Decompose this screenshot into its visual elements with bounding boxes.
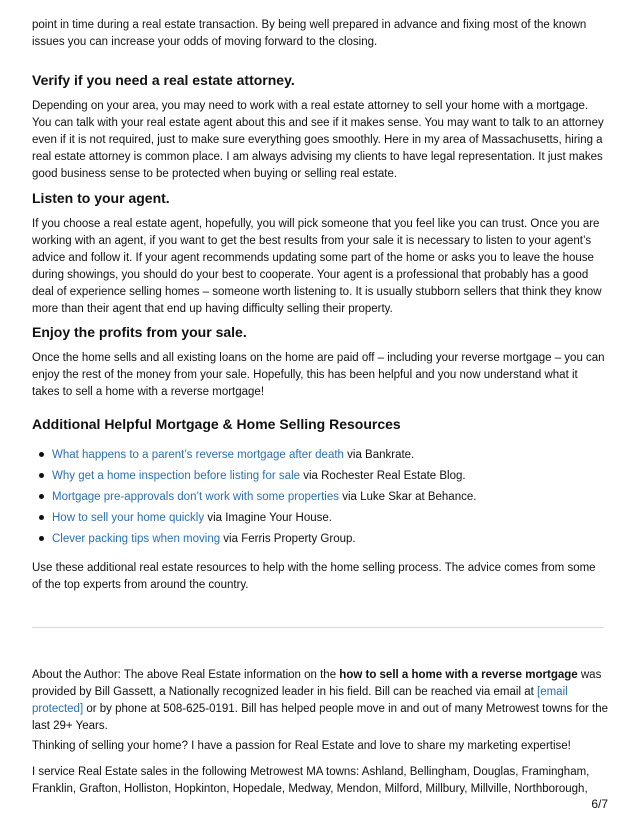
section-body-agent: If you choose a real estate agent, hopefully, you will pick someone that you feel like you can trust. Once you are working with an agent, if you want to get the best results from your sale it is necessary to listen to your agent’s advice and follow it. If your agent recommends updating some part of the home or asks you to leave the house during showings, you should do your best to cooperate. Your agent is a professional that probably has a good deal of experience selling homes – someone worth listening to. It is usually stubborn sellers that think they know more than their agent that end up having difficulty selling their property.: [32, 218, 602, 315]
bullet-icon: [39, 536, 44, 541]
list-item: [32, 531, 608, 552]
list-item: [32, 447, 608, 468]
author-mid: was provided by Bill Gassett, a Nationally recognized leader in his field. Bill can be reached via email at: [32, 669, 602, 698]
author-paragraph: [32, 667, 608, 735]
resource-link[interactable]: Why get a home inspection before listing for sale: [52, 470, 301, 482]
resource-source: via Bankrate.: [343, 449, 415, 461]
section-heading-agent: Listen to your agent.: [32, 190, 170, 206]
section-body-attorney: Depending on your area, you may need to work with a real estate attorney to sell your home with a mortgage. You can talk with your real estate agent about this and see if it makes sense. You may want to talk to an attorney even if it is not required, just to make sure everything goes smoothly. Here in my area of Massachusetts, hiring a real estate attorney is common place. I am always advising my clients to have legal representation. It just makes good business sense to be protected when buying or selling real estate.: [32, 100, 604, 180]
section-body-profits: Once the home sells and all existing loans on the home are paid off – including your reverse mortgage – you can enjoy the rest of the money from your sale. Hopefully, this has been helpful and you now understand what it takes to sell a home with a reverse mortgage!: [32, 352, 605, 398]
list-item: [32, 510, 608, 531]
intro-paragraph: point in time during a real estate transaction. By being well prepared in advance and fixing most of the known issues you can increase your odds of moving forward to the closing.: [32, 19, 587, 48]
closing-line-2: I service Real Estate sales in the following Metrowest MA towns: Ashland, Bellingham, Douglas, Framingham, Franklin, Grafton, Holliston, Hopkinton, Hopedale, Medway, Mendon, Milford, Millbury, Millville, Northborough,: [32, 766, 590, 795]
list-item: [32, 468, 608, 489]
bullet-icon: [39, 515, 44, 520]
author-suffix: or by phone at 508-625-0191. Bill has helped people move in and out of many Metrowest towns for the last 29+ Years.: [32, 703, 609, 732]
resources-heading: Additional Helpful Mortgage & Home Selling Resources: [32, 416, 401, 432]
resources-outro: Use these additional real estate resources to help with the home selling process. The advice comes from some of the top experts from around the country.: [32, 562, 596, 591]
section-divider: [32, 627, 604, 628]
resource-source: via Rochester Real Estate Blog.: [300, 470, 466, 482]
author-email-link[interactable]: [email protected]: [32, 686, 568, 715]
bullet-icon: [39, 452, 44, 457]
resources-list: [32, 447, 608, 552]
resource-source: via Luke Skar at Behance.: [339, 491, 477, 503]
list-item: [32, 489, 608, 510]
bullet-icon: [39, 473, 44, 478]
closing-line-1: Thinking of selling your home? I have a passion for Real Estate and love to share my marketing expertise!: [32, 740, 571, 752]
section-heading-profits: Enjoy the profits from your sale.: [32, 324, 247, 340]
resource-link[interactable]: Clever packing tips when moving: [52, 533, 221, 545]
resource-source: via Ferris Property Group.: [220, 533, 356, 545]
resource-link[interactable]: Mortgage pre-approvals don’t work with some properties: [52, 491, 339, 503]
section-heading-attorney: Verify if you need a real estate attorney.: [32, 72, 295, 88]
author-prefix: About the Author: The above Real Estate information on the: [32, 669, 340, 681]
page-number: 6/7: [591, 797, 608, 811]
author-keyword: how to sell a home with a reverse mortgage: [339, 669, 578, 681]
resource-source: via Imagine Your House.: [204, 512, 332, 524]
resource-link[interactable]: How to sell your home quickly: [52, 512, 205, 524]
resource-link[interactable]: What happens to a parent’s reverse mortgage after death: [52, 449, 344, 461]
bullet-icon: [39, 494, 44, 499]
